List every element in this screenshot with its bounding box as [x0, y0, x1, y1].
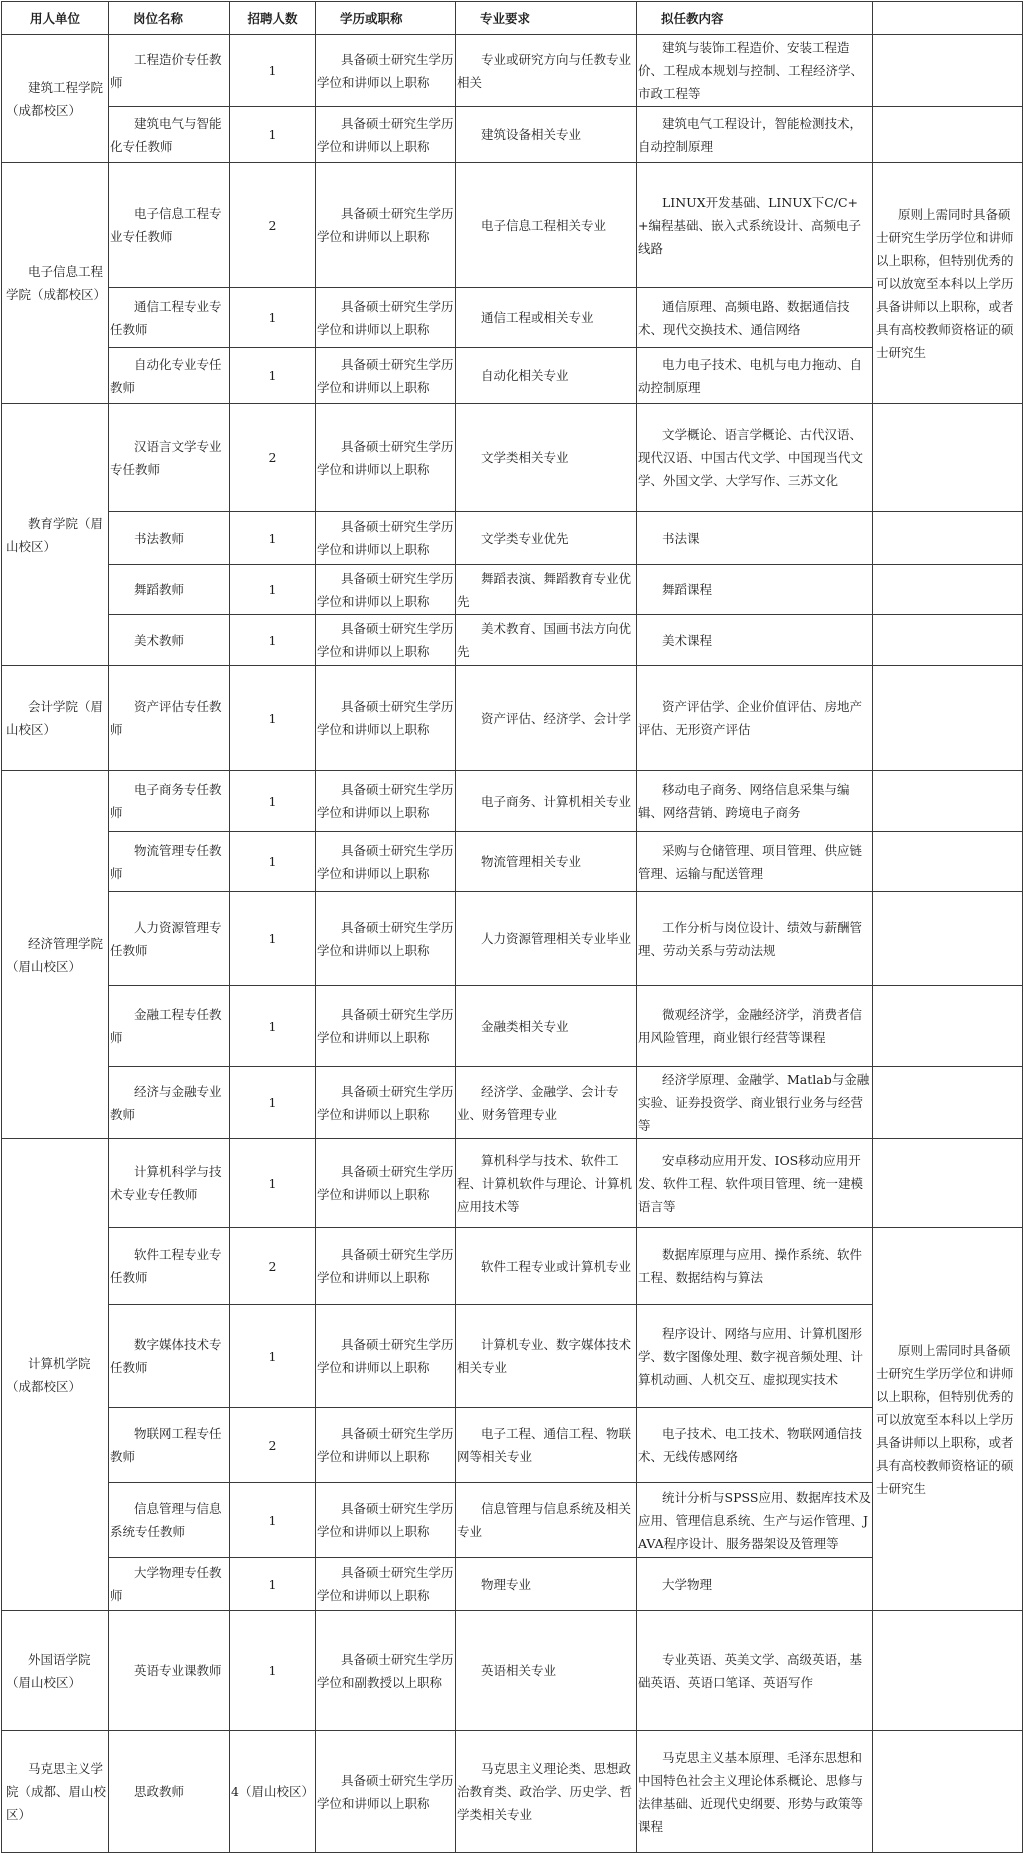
table-row	[2, 1483, 1023, 1558]
table-row	[2, 512, 1023, 565]
table-row	[2, 1139, 1023, 1228]
unit-cell: 会计学院（眉山校区）	[2, 666, 109, 771]
teaching-cell: 工作分析与岗位设计、绩效与薪酬管理、劳动关系与劳动法规	[637, 892, 873, 986]
count-cell: 1	[230, 348, 316, 404]
education-cell: 具备硕士研究生学历学位和讲师以上职称	[316, 565, 456, 615]
teaching-cell: LINUX开发基础、LINUX下C/C++编程基础、嵌入式系统设计、高频电子线路	[637, 163, 873, 288]
major-cell: 物流管理相关专业	[456, 832, 637, 892]
count-cell: 1	[230, 107, 316, 163]
table-row	[2, 1611, 1023, 1731]
table-row	[2, 1408, 1023, 1483]
teaching-cell: 电子技术、电工技术、物联网通信技术、无线传感网络	[637, 1408, 873, 1483]
position-cell: 建筑电气与智能化专任教师	[109, 107, 230, 163]
unit-cell: 建筑工程学院（成都校区）	[2, 35, 109, 163]
teaching-cell: 舞蹈课程	[637, 565, 873, 615]
header-row	[2, 2, 1023, 35]
count-cell: 1	[230, 1139, 316, 1228]
teaching-cell: 经济学原理、金融学、Matlab与金融实验、证券投资学、商业银行业务与经营等	[637, 1067, 873, 1139]
count-cell: 1	[230, 288, 316, 348]
major-cell: 电子工程、通信工程、物联网等相关专业	[456, 1408, 637, 1483]
table-row	[2, 832, 1023, 892]
education-cell: 具备硕士研究生学历学位和讲师以上职称	[316, 1139, 456, 1228]
note-cell-empty	[873, 565, 1023, 615]
teaching-cell: 统计分析与SPSS应用、数据库技术及应用、管理信息系统、生产与运作管理、JAVA程序设计、服务器架设及管理等	[637, 1483, 873, 1558]
table-row	[2, 1558, 1023, 1611]
table-row	[2, 892, 1023, 986]
table-row	[2, 288, 1023, 348]
note-cell-empty	[873, 1611, 1023, 1731]
count-cell: 1	[230, 1483, 316, 1558]
header-unit: 用人单位	[2, 2, 109, 35]
education-cell: 具备硕士研究生学历学位和讲师以上职称	[316, 1067, 456, 1139]
position-cell: 经济与金融专业教师	[109, 1067, 230, 1139]
major-cell: 人力资源管理相关专业毕业	[456, 892, 637, 986]
major-cell: 物理专业	[456, 1558, 637, 1611]
note-cell-empty	[873, 1067, 1023, 1139]
position-cell: 工程造价专任教师	[109, 35, 230, 107]
table-row	[2, 565, 1023, 615]
position-cell: 美术教师	[109, 615, 230, 666]
count-cell: 1	[230, 35, 316, 107]
count-cell: 1	[230, 1611, 316, 1731]
unit-cell: 外国语学院（眉山校区）	[2, 1611, 109, 1731]
education-cell: 具备硕士研究生学历学位和讲师以上职称	[316, 771, 456, 832]
position-cell: 物联网工程专任教师	[109, 1408, 230, 1483]
table-row	[2, 1067, 1023, 1139]
teaching-cell: 资产评估学、企业价值评估、房地产评估、无形资产评估	[637, 666, 873, 771]
table-row	[2, 771, 1023, 832]
major-cell: 文学类专业优先	[456, 512, 637, 565]
unit-cell: 教育学院（眉山校区）	[2, 404, 109, 666]
position-cell: 物流管理专任教师	[109, 832, 230, 892]
table-row	[2, 107, 1023, 163]
table-row	[2, 615, 1023, 666]
education-cell: 具备硕士研究生学历学位和讲师以上职称	[316, 986, 456, 1067]
education-cell: 具备硕士研究生学历学位和副教授以上职称	[316, 1611, 456, 1731]
table-row	[2, 986, 1023, 1067]
teaching-cell: 安卓移动应用开发、IOS移动应用开发、软件工程、软件项目管理、统一建模语言等	[637, 1139, 873, 1228]
header-position: 岗位名称	[109, 2, 230, 35]
position-cell: 汉语言文学专业专任教师	[109, 404, 230, 512]
position-cell: 资产评估专任教师	[109, 666, 230, 771]
table-row	[2, 35, 1023, 107]
note-cell-empty	[873, 404, 1023, 512]
position-cell: 大学物理专任教师	[109, 1558, 230, 1611]
count-cell: 1	[230, 832, 316, 892]
count-cell: 2	[230, 1228, 316, 1305]
education-cell: 具备硕士研究生学历学位和讲师以上职称	[316, 1483, 456, 1558]
education-cell: 具备硕士研究生学历学位和讲师以上职称	[316, 35, 456, 107]
teaching-cell: 大学物理	[637, 1558, 873, 1611]
count-cell: 1	[230, 986, 316, 1067]
note-cell-empty	[873, 832, 1023, 892]
education-cell: 具备硕士研究生学历学位和讲师以上职称	[316, 1408, 456, 1483]
table-row	[2, 348, 1023, 404]
major-cell: 电子商务、计算机相关专业	[456, 771, 637, 832]
education-cell: 具备硕士研究生学历学位和讲师以上职称	[316, 1731, 456, 1853]
major-cell: 电子信息工程相关专业	[456, 163, 637, 288]
education-cell: 具备硕士研究生学历学位和讲师以上职称	[316, 1558, 456, 1611]
position-cell: 软件工程专业专任教师	[109, 1228, 230, 1305]
count-cell: 1	[230, 666, 316, 771]
major-cell: 算机科学与技术、软件工程、计算机软件与理论、计算机应用技术等	[456, 1139, 637, 1228]
major-cell: 资产评估、经济学、会计学	[456, 666, 637, 771]
position-cell: 英语专业课教师	[109, 1611, 230, 1731]
unit-cell: 经济管理学院（眉山校区）	[2, 771, 109, 1139]
teaching-cell: 采购与仓储管理、项目管理、供应链管理、运输与配送管理	[637, 832, 873, 892]
education-cell: 具备硕士研究生学历学位和讲师以上职称	[316, 832, 456, 892]
header-major: 专业要求	[456, 2, 637, 35]
note-cell: 原则上需同时具备硕士研究生学历学位和讲师以上职称，但特别优秀的可以放宽至本科以上学历具备讲师以上职称，或者具有高校教师资格证的硕士研究生	[873, 163, 1023, 404]
count-cell: 2	[230, 1408, 316, 1483]
education-cell: 具备硕士研究生学历学位和讲师以上职称	[316, 892, 456, 986]
position-cell: 电子信息工程专业专任教师	[109, 163, 230, 288]
teaching-cell: 建筑电气工程设计，智能检测技术，自动控制原理	[637, 107, 873, 163]
education-cell: 具备硕士研究生学历学位和讲师以上职称	[316, 1305, 456, 1408]
major-cell: 经济学、金融学、会计专业、财务管理专业	[456, 1067, 637, 1139]
education-cell: 具备硕士研究生学历学位和讲师以上职称	[316, 348, 456, 404]
education-cell: 具备硕士研究生学历学位和讲师以上职称	[316, 512, 456, 565]
major-cell: 马克思主义理论类、思想政治教育类、政治学、历史学、哲学类相关专业	[456, 1731, 637, 1853]
count-cell: 1	[230, 1558, 316, 1611]
teaching-cell: 书法课	[637, 512, 873, 565]
education-cell: 具备硕士研究生学历学位和讲师以上职称	[316, 404, 456, 512]
education-cell: 具备硕士研究生学历学位和讲师以上职称	[316, 666, 456, 771]
teaching-cell: 文学概论、语言学概论、古代汉语、现代汉语、中国古代文学、中国现当代文学、外国文学、大学写作、三苏文化	[637, 404, 873, 512]
table-row	[2, 404, 1023, 512]
note-cell: 原则上需同时具备硕士研究生学历学位和讲师以上职称，但特别优秀的可以放宽至本科以上学历具备讲师以上职称，或者具有高校教师资格证的硕士研究生	[873, 1228, 1023, 1611]
note-cell-empty	[873, 1731, 1023, 1853]
position-cell: 信息管理与信息系统专任教师	[109, 1483, 230, 1558]
major-cell: 金融类相关专业	[456, 986, 637, 1067]
major-cell: 专业或研究方向与任教专业相关	[456, 35, 637, 107]
teaching-cell: 移动电子商务、网络信息采集与编辑、网络营销、跨境电子商务	[637, 771, 873, 832]
note-cell-empty	[873, 35, 1023, 107]
position-cell: 通信工程专业专任教师	[109, 288, 230, 348]
position-cell: 金融工程专任教师	[109, 986, 230, 1067]
position-cell: 思政教师	[109, 1731, 230, 1853]
teaching-cell: 通信原理、高频电路、数据通信技术、现代交换技术、通信网络	[637, 288, 873, 348]
major-cell: 文学类相关专业	[456, 404, 637, 512]
table-row	[2, 666, 1023, 771]
count-cell: 1	[230, 512, 316, 565]
major-cell: 美术教育、国画书法方向优先	[456, 615, 637, 666]
teaching-cell: 程序设计、网络与应用、计算机图形学、数字图像处理、数字视音频处理、计算机动画、人机交互、虚拟现实技术	[637, 1305, 873, 1408]
teaching-cell: 美术课程	[637, 615, 873, 666]
teaching-cell: 建筑与装饰工程造价、安装工程造价、工程成本规划与控制、工程经济学、市政工程等	[637, 35, 873, 107]
unit-cell: 计算机学院（成都校区）	[2, 1139, 109, 1611]
position-cell: 数字媒体技术专任教师	[109, 1305, 230, 1408]
education-cell: 具备硕士研究生学历学位和讲师以上职称	[316, 163, 456, 288]
position-cell: 书法教师	[109, 512, 230, 565]
note-cell-empty	[873, 1139, 1023, 1228]
education-cell: 具备硕士研究生学历学位和讲师以上职称	[316, 615, 456, 666]
note-cell-empty	[873, 512, 1023, 565]
header-note	[873, 2, 1023, 35]
position-cell: 人力资源管理专任教师	[109, 892, 230, 986]
header-teaching: 拟任教内容	[637, 2, 873, 35]
teaching-cell: 微观经济学，金融经济学，消费者信用风险管理，商业银行经营等课程	[637, 986, 873, 1067]
header-count: 招聘人数	[230, 2, 316, 35]
position-cell: 舞蹈教师	[109, 565, 230, 615]
position-cell: 自动化专业专任教师	[109, 348, 230, 404]
count-cell: 1	[230, 1305, 316, 1408]
unit-cell: 马克思主义学院（成都、眉山校区）	[2, 1731, 109, 1853]
position-cell: 计算机科学与技术专业专任教师	[109, 1139, 230, 1228]
teaching-cell: 马克思主义基本原理、毛泽东思想和中国特色社会主义理论体系概论、思修与法律基础、近现代史纲要、形势与政策等课程	[637, 1731, 873, 1853]
major-cell: 信息管理与信息系统及相关专业	[456, 1483, 637, 1558]
education-cell: 具备硕士研究生学历学位和讲师以上职称	[316, 288, 456, 348]
recruitment-table	[1, 1, 1023, 1853]
major-cell: 建筑设备相关专业	[456, 107, 637, 163]
note-cell-empty	[873, 892, 1023, 986]
teaching-cell: 数据库原理与应用、操作系统、软件工程、数据结构与算法	[637, 1228, 873, 1305]
table-row	[2, 1228, 1023, 1305]
header-education: 学历或职称	[316, 2, 456, 35]
education-cell: 具备硕士研究生学历学位和讲师以上职称	[316, 1228, 456, 1305]
count-cell: 2	[230, 163, 316, 288]
unit-cell: 电子信息工程学院（成都校区）	[2, 163, 109, 404]
major-cell: 软件工程专业或计算机专业	[456, 1228, 637, 1305]
note-cell-empty	[873, 107, 1023, 163]
count-cell: 4（眉山校区）	[230, 1731, 316, 1853]
table-row	[2, 1731, 1023, 1853]
position-cell: 电子商务专任教师	[109, 771, 230, 832]
major-cell: 自动化相关专业	[456, 348, 637, 404]
count-cell: 1	[230, 615, 316, 666]
table-row	[2, 163, 1023, 288]
count-cell: 1	[230, 1067, 316, 1139]
note-cell-empty	[873, 615, 1023, 666]
education-cell: 具备硕士研究生学历学位和讲师以上职称	[316, 107, 456, 163]
count-cell: 1	[230, 771, 316, 832]
major-cell: 舞蹈表演、舞蹈教育专业优先	[456, 565, 637, 615]
major-cell: 通信工程或相关专业	[456, 288, 637, 348]
count-cell: 1	[230, 892, 316, 986]
teaching-cell: 电力电子技术、电机与电力拖动、自动控制原理	[637, 348, 873, 404]
major-cell: 英语相关专业	[456, 1611, 637, 1731]
count-cell: 2	[230, 404, 316, 512]
note-cell-empty	[873, 666, 1023, 771]
teaching-cell: 专业英语、英美文学、高级英语，基础英语、英语口笔译、英语写作	[637, 1611, 873, 1731]
table-row	[2, 1305, 1023, 1408]
major-cell: 计算机专业、数字媒体技术相关专业	[456, 1305, 637, 1408]
note-cell-empty	[873, 986, 1023, 1067]
note-cell-empty	[873, 771, 1023, 832]
count-cell: 1	[230, 565, 316, 615]
